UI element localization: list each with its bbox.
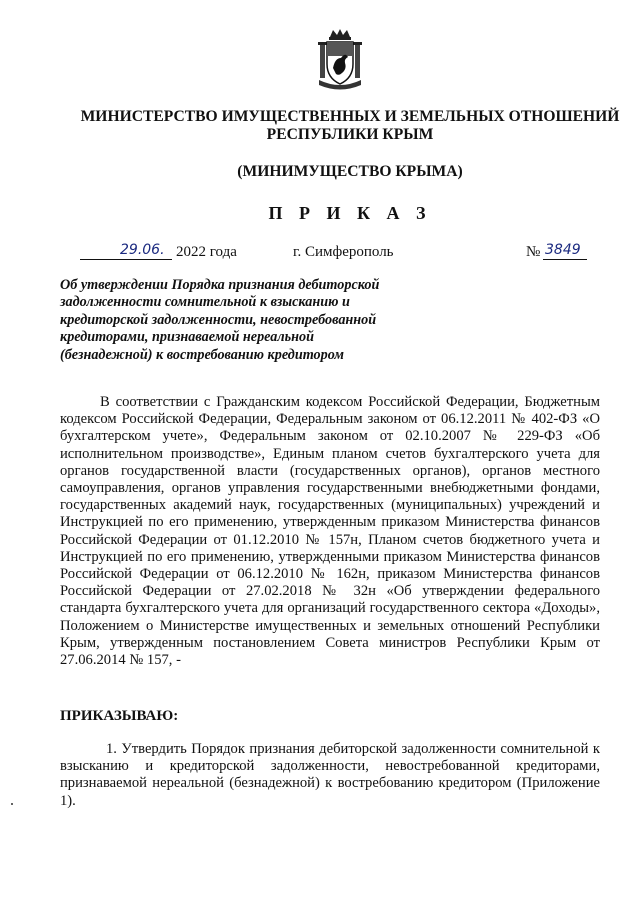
- preamble-paragraph: В соответствии с Гражданским кодексом Российской Федерации, Бюджетным кодексом Российской Федерации, Федеральным законом от 06.12.2011 № 402-ФЗ «О бухгалтерском учете», Федеральным законом от 02.10.2007 № 229-ФЗ «Об исполнительном производстве», Единым планом счетов бухгалтерского учета для органов государственной власти (государственных органов), органов местного самоуправления, органов управления государственными внебюджетными фондами, государственных академий наук, государственных (муниципальных) учреждений и Инструкцией по его применению, утвержденным приказом Министерства финансов Российской Федерации от 01.12.2010 № 157н, Планом счетов бюджетного учета и Инструкцией по его применению, утвержденными приказом Министерства финансов Российской Федерации от 06.12.2010 № 162н, приказом Министерства финансов Российской Федерации от 27.02.2018 № 32н «Об утверждении федерального стандарта бухгалтерского учета для организаций государственного сектора «Доходы», Положением о Министерстве имущественных и земельных отношений Республики Крым, утвержденным постановлением Совета министров Республики Крым от 27.06.2014 № 157, -: [60, 394, 600, 669]
- document-type: П Р И К А З: [268, 203, 432, 223]
- order-heading: ПРИКАЗЫВАЮ:: [60, 708, 179, 724]
- document-title: Об утверждении Порядка признания дебиторской задолженности сомнительной к взысканию и кредиторской задолженности, невостребованной кредиторами, признаваемой нереальной (безнадежной) к востребованию кредитором: [60, 277, 380, 363]
- city: г. Симферополь: [293, 244, 394, 260]
- number-handwritten: 3849: [545, 242, 581, 258]
- number-label: №: [526, 244, 541, 260]
- crimea-coat-of-arms-icon: [317, 28, 363, 90]
- order-item-1: 1. Утвердить Порядок признания дебиторской задолженности сомнительной к взысканию и кредиторской задолженности, невостребованной кредиторами, признаваемой нереальной (безнадежной) к востребованию кредитором (Приложение 1).: [60, 741, 600, 809]
- scan-speck: [11, 803, 13, 805]
- ministry-name: МИНИСТЕРСТВО ИМУЩЕСТВЕННЫХ И ЗЕМЕЛЬНЫХ ОТНОШЕНИЙ РЕСПУБЛИКИ КРЫМ: [80, 108, 620, 143]
- date-handwritten: 29.06.: [120, 242, 165, 258]
- ministry-short-name: (МИНИМУЩЕСТВО КРЫМА): [237, 163, 463, 180]
- date-year: 2022 года: [176, 244, 237, 260]
